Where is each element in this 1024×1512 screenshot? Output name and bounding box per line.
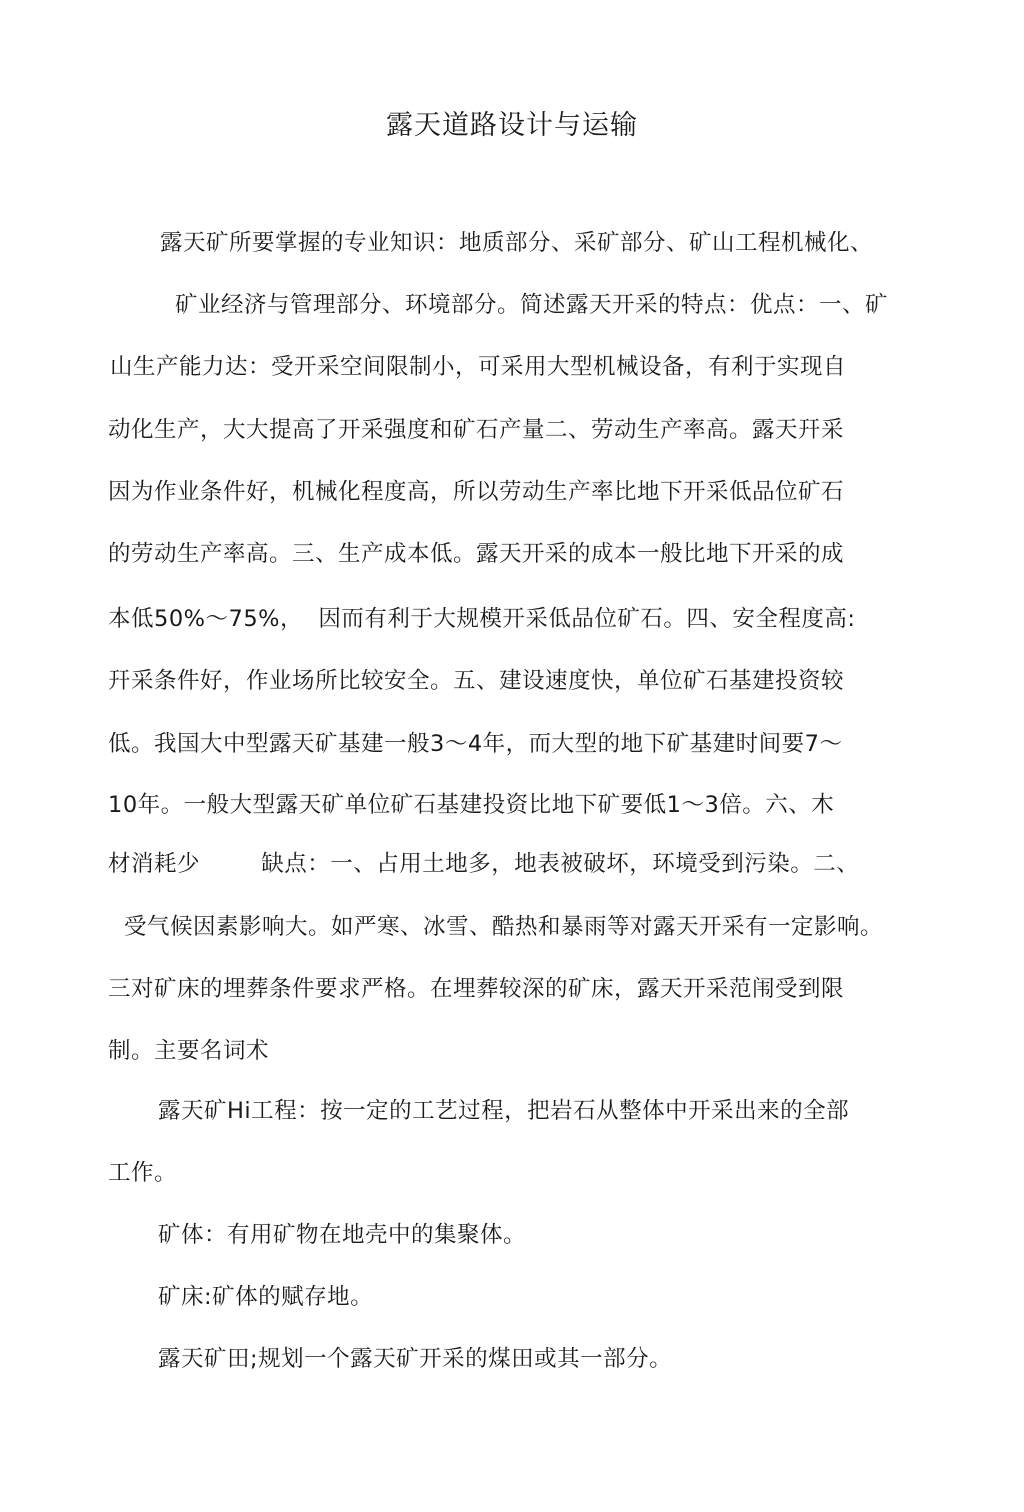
text-line-12: 受气候因素影响大。如严寒、冰雪、酷热和暴雨等对露天开采有一定影响。 (124, 914, 884, 940)
text-line-15: 露天矿Hi工程：按一定的工艺过程，把岩石从整体中开采出来的全部 (158, 1098, 850, 1124)
text-line-7: 本低50%～75%， 因而有利于大规模开采低品位矿石。四、安全程度高: (108, 606, 856, 632)
text-line-11: 材消耗少 缺点：一、占用土地多，地表被破坏，环境受到污染。二、 (108, 851, 860, 877)
text-line-17: 矿体：有用矿物在地壳中的集聚体。 (158, 1222, 527, 1248)
text-line-6: 的劳动生产率高。三、生产成本低。露天开采的成本一般比地下开采的成 (108, 541, 845, 567)
document-title: 露天道路设计与运输 (386, 110, 638, 141)
text-line-1: 露天矿所要掌握的专业知识：地质部分、采矿部分、矿山工程机械化、 (160, 230, 874, 256)
text-line-3: 山生产能力达：受开采空间限制小，可采用大型机械设备，有利于实现自 (110, 354, 847, 380)
text-line-4: 动化生产，大大提高了开采强度和矿石产量二、劳动生产率高。露天幵采 (108, 417, 845, 443)
text-line-14: 制。主要名词术 (108, 1038, 270, 1064)
text-line-18: 矿床:矿体的赋存地。 (158, 1284, 374, 1310)
text-line-16: 工作。 (108, 1160, 178, 1186)
text-line-10: 10年。一般大型露天矿单位矿石基建投资比地下矿要低1～3倍。六、木 (108, 792, 835, 818)
text-line-8: 幵采条件好，作业场所比较安全。五、建设速度快，单位矿石基建投资较 (108, 668, 845, 694)
text-line-19: 露天矿田;规划一个露天矿开采的煤田或其一部分。 (158, 1346, 673, 1372)
text-line-9: 低。我国大中型露天矿基建一般3～4年，而大型的地下矿基建时间要7～ (108, 731, 843, 757)
text-line-2: 矿业经济与管理部分、环境部分。简述露天开采的特点：优点：一、矿 (175, 292, 889, 318)
text-line-13: 三对矿床的埋葬条件要求严格。在埋葬较深的矿床，露天开采范闱受到限 (108, 976, 845, 1002)
text-line-5: 因为作业条件好，机械化程度高，所以劳动生产率比地下开采低品位矿石 (108, 479, 845, 505)
